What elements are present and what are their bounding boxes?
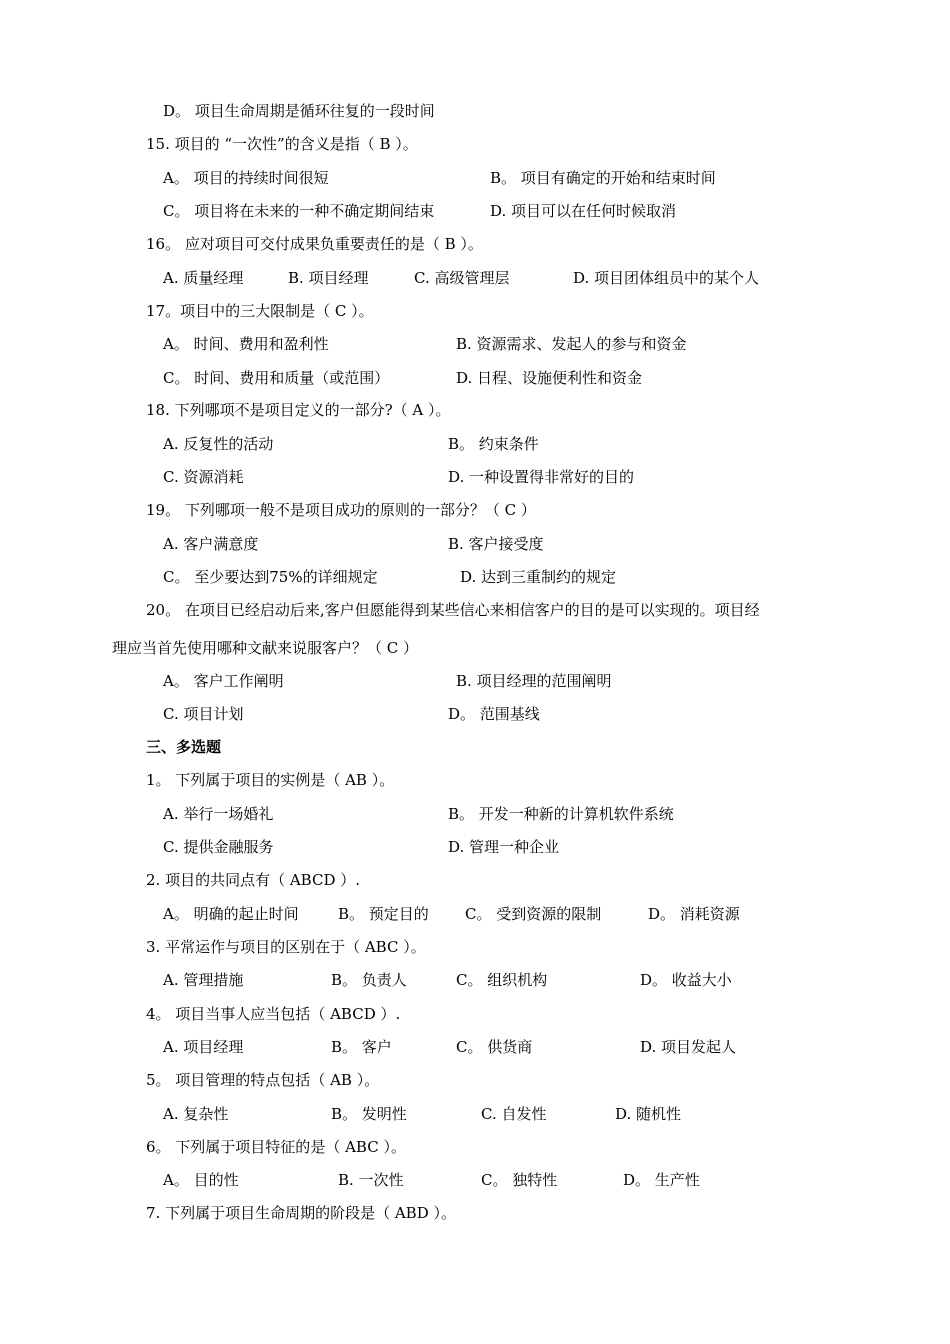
option-line: C. 项目计划 (163, 705, 244, 723)
option-line: A. 管理措施 (163, 971, 244, 989)
option-line: D. 项目团体组员中的某个人 (573, 269, 760, 287)
option-line: A. 项目经理 (163, 1038, 244, 1056)
question-line: 3. 平常运作与项目的区别在于（ ABC ）。 (146, 938, 426, 956)
option-line: C。 时间、费用和质量（或范围） (163, 369, 390, 387)
option-line: B。 约束条件 (448, 435, 539, 453)
option-line: C. 资源消耗 (163, 468, 244, 486)
option-line: B. 项目经理 (288, 269, 369, 287)
option-line: D. 项目发起人 (640, 1038, 737, 1056)
question-line: 18. 下列哪项不是项目定义的一部分?（ A ）。 (146, 401, 451, 419)
question-line: 5。 项目管理的特点包括（ AB ）。 (146, 1071, 380, 1089)
option-line: A。 客户工作阐明 (163, 672, 284, 690)
option-line: D. 日程、设施便利性和资金 (456, 369, 643, 387)
option-line: C. 高级管理层 (414, 269, 510, 287)
question-line: 1。 下列属于项目的实例是（ AB ）。 (146, 771, 395, 789)
option-line: C. 自发性 (481, 1105, 547, 1123)
question-line: 6。 下列属于项目特征的是（ ABC ）。 (146, 1138, 406, 1156)
option-line: B。 发明性 (331, 1105, 407, 1123)
question-line: 19。 下列哪项一般不是项目成功的原则的一部分？（ C ） (146, 501, 536, 519)
option-line: C。 供货商 (456, 1038, 533, 1056)
option-line: B. 客户接受度 (448, 535, 544, 553)
option-line: A. 复杂性 (163, 1105, 229, 1123)
question-line: 17。项目中的三大限制是（ C ）。 (146, 302, 374, 320)
option-line: C. 提供金融服务 (163, 838, 274, 856)
option-line: C。 独特性 (481, 1171, 558, 1189)
option-line: C。 组织机构 (456, 971, 548, 989)
option-line: B。 开发一种新的计算机软件系统 (448, 805, 674, 823)
option-line: A。 明确的起止时间 (163, 905, 299, 923)
question-line: 4。 项目当事人应当包括（ ABCD ）. (146, 1005, 401, 1023)
question-line: 7. 下列属于项目生命周期的阶段是（ ABD ）。 (146, 1204, 456, 1222)
option-line: C。 项目将在未来的一种不确定期间结束 (163, 202, 435, 220)
option-line: B。 项目有确定的开始和结束时间 (490, 169, 716, 187)
option-line: A。 时间、费用和盈利性 (163, 335, 329, 353)
question-line-continued: 理应当首先使用哪种文献来说服客户？（ C ） (112, 639, 419, 657)
option-line: D。 项目生命周期是循环往复的一段时间 (163, 102, 435, 120)
option-line: B. 一次性 (338, 1171, 404, 1189)
option-line: B。 负责人 (331, 971, 407, 989)
option-line: B. 项目经理的范围阐明 (456, 672, 612, 690)
question-line: 20。 在项目已经启动后来,客户但愿能得到某些信心来相信客户的目的是可以实现的。项目经 (146, 601, 760, 619)
section-heading: 三、多选题 (146, 738, 222, 756)
question-line: 2. 项目的共同点有（ ABCD ）. (146, 871, 361, 889)
option-line: D. 达到三重制约的规定 (460, 568, 617, 586)
option-line: A. 客户满意度 (163, 535, 259, 553)
option-line: D。 范围基线 (448, 705, 540, 723)
option-line: C。 至少要达到75%的详细规定 (163, 568, 378, 586)
option-line: D. 管理一种企业 (448, 838, 560, 856)
option-line: D。 收益大小 (640, 971, 732, 989)
option-line: D。 消耗资源 (648, 905, 740, 923)
option-line: C。 受到资源的限制 (465, 905, 602, 923)
option-line: B。 客户 (331, 1038, 392, 1056)
question-line: 16。 应对项目可交付成果负重要责任的是（ B ）。 (146, 235, 483, 253)
option-line: D. 一种设置得非常好的目的 (448, 468, 635, 486)
option-line: D. 随机性 (615, 1105, 682, 1123)
option-line: D. 项目可以在任何时候取消 (490, 202, 677, 220)
option-line: A. 质量经理 (163, 269, 244, 287)
question-line: 15. 项目的 “一次性”的含义是指（ B ）。 (146, 135, 418, 153)
option-line: D。 生产性 (623, 1171, 700, 1189)
option-line: A。 目的性 (163, 1171, 239, 1189)
option-line: A. 反复性的活动 (163, 435, 274, 453)
option-line: A。 项目的持续时间很短 (163, 169, 329, 187)
option-line: A. 举行一场婚礼 (163, 805, 274, 823)
option-line: B。 预定目的 (338, 905, 429, 923)
option-line: B. 资源需求、发起人的参与和资金 (456, 335, 687, 353)
